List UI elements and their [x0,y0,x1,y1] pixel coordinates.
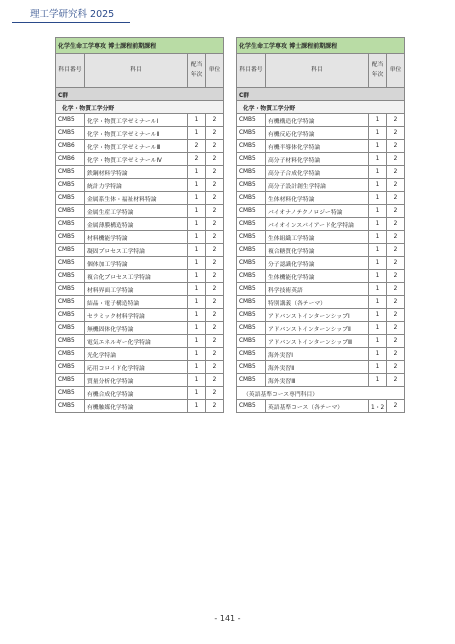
course-row [56,140,224,153]
course-row [56,270,224,283]
course-name: 複合化プロセス工学特論 [85,270,188,283]
course-row [237,231,405,244]
course-name: 金属系生体・福祉材料特論 [85,192,188,205]
course-code: CMB6 [56,140,85,153]
course-code: CMB5 [237,361,266,374]
course-name: アドバンストインターンシップⅢ [266,335,369,348]
course-credits: 2 [206,140,224,153]
course-name: 化学・物質工学ゼミナールⅢ [85,140,188,153]
course-credits: 2 [387,127,405,140]
course-name: アドバンストインターンシップⅡ [266,322,369,335]
course-year: 1 [188,296,206,309]
course-year: 1 [188,114,206,127]
course-code: CMB5 [56,335,85,348]
course-code: CMB5 [56,257,85,270]
course-code: CMB5 [237,166,266,179]
course-year: 1 [188,166,206,179]
course-row [237,218,405,231]
course-name: 高分子合成化学特論 [266,166,369,179]
page-header-title: 理工学研究科 2025 [30,9,115,20]
course-name: 金属薄膜構造特論 [85,218,188,231]
course-year: 1 [188,283,206,296]
course-year: 2 [188,140,206,153]
course-code: CMB5 [56,309,85,322]
course-year: 1 [369,283,387,296]
course-credits: 2 [206,400,224,413]
course-credits: 2 [387,140,405,153]
course-name: 有機反応化学特論 [266,127,369,140]
course-code: CMB5 [56,179,85,192]
course-row [237,140,405,153]
course-credits: 2 [387,231,405,244]
course-row [237,283,405,296]
course-code: CMB5 [237,270,266,283]
course-code: CMB5 [237,244,266,257]
course-row [237,153,405,166]
course-year: 1 [369,244,387,257]
course-year: 1・2 [369,400,387,413]
course-row [237,309,405,322]
course-name: アドバンストインターンシップⅠ [266,309,369,322]
course-code: CMB5 [237,309,266,322]
course-credits: 2 [387,114,405,127]
course-code: CMB6 [56,153,85,166]
course-row [56,387,224,400]
col-header-code: 科目番号 [56,54,85,88]
course-credits: 2 [387,322,405,335]
course-year: 1 [188,270,206,283]
course-credits: 2 [387,244,405,257]
course-row [56,361,224,374]
course-name: 化学・物質工学ゼミナールⅣ [85,153,188,166]
course-code: CMB5 [237,231,266,244]
course-code: CMB5 [56,374,85,387]
course-code: CMB5 [237,218,266,231]
course-name: 結晶・電子構造特論 [85,296,188,309]
course-year: 1 [188,348,206,361]
course-code: CMB5 [56,387,85,400]
course-credits: 2 [206,218,224,231]
program-title: 化学生命工学専攻 博士課程前期課程 [237,38,405,54]
course-year: 1 [188,374,206,387]
course-credits: 2 [387,205,405,218]
col-header-code: 科目番号 [237,54,266,88]
course-code: CMB5 [56,296,85,309]
course-year: 1 [188,387,206,400]
course-year: 1 [188,231,206,244]
course-year: 1 [369,361,387,374]
course-year: 1 [369,205,387,218]
course-credits: 2 [387,270,405,283]
course-row [237,348,405,361]
course-credits: 2 [206,205,224,218]
course-name: 統計力学特論 [85,179,188,192]
course-row [237,166,405,179]
course-year: 1 [369,335,387,348]
course-year: 1 [188,257,206,270]
course-credits: 2 [206,335,224,348]
course-name: 分子認識化学特論 [266,257,369,270]
course-code: CMB5 [56,244,85,257]
course-row [56,257,224,270]
course-credits: 2 [387,361,405,374]
course-credits: 2 [206,231,224,244]
course-year: 1 [188,361,206,374]
course-year: 1 [188,127,206,140]
course-row [56,114,224,127]
course-year: 1 [369,127,387,140]
course-row [237,244,405,257]
course-row [56,205,224,218]
course-row [56,322,224,335]
course-code: CMB5 [237,140,266,153]
course-row [237,400,405,413]
course-name: 高分子材料化学特論 [266,153,369,166]
course-row [237,270,405,283]
course-code: CMB5 [56,400,85,413]
course-code: CMB5 [237,296,266,309]
course-name: 化学・物質工学ゼミナールⅠ [85,114,188,127]
course-row [56,218,224,231]
course-credits: 2 [206,127,224,140]
course-code: CMB5 [237,335,266,348]
course-name: バイオナノテクノロジー特論 [266,205,369,218]
course-name: 特別講義（各テーマ） [266,296,369,309]
course-row [56,179,224,192]
col-header-subject: 科目 [85,54,188,88]
course-name: 金属生産工学特論 [85,205,188,218]
course-credits: 2 [206,296,224,309]
course-credits: 2 [387,309,405,322]
course-credits: 2 [387,192,405,205]
course-year: 1 [188,335,206,348]
course-code: CMB5 [237,400,266,413]
course-row [56,166,224,179]
course-credits: 2 [206,153,224,166]
col-header-year: 配当 年次 [188,54,206,88]
course-year: 1 [188,218,206,231]
page-number: - 141 - [214,614,241,623]
course-row [237,296,405,309]
course-year: 1 [369,348,387,361]
course-name: バイオインスパイアード化学特論 [266,218,369,231]
course-name: 光化学特論 [85,348,188,361]
course-row [237,335,405,348]
course-name: 複合糖質化学特論 [266,244,369,257]
group-label: C群 [237,88,405,101]
course-code: CMB5 [237,114,266,127]
course-year: 1 [188,192,206,205]
course-code: CMB5 [237,179,266,192]
header-rule [12,22,130,23]
course-credits: 2 [206,244,224,257]
course-year: 1 [369,218,387,231]
course-code: CMB5 [237,153,266,166]
course-row [237,179,405,192]
course-row [56,374,224,387]
course-code: CMB5 [56,218,85,231]
col-header-subject: 科目 [266,54,369,88]
course-code: CMB5 [237,348,266,361]
course-row [56,309,224,322]
course-credits: 2 [206,270,224,283]
course-credits: 2 [206,283,224,296]
course-row [237,114,405,127]
course-code: CMB5 [56,166,85,179]
course-code: CMB5 [237,283,266,296]
course-code: CMB5 [237,192,266,205]
course-name: 海外実習Ⅱ [266,361,369,374]
course-row [56,400,224,413]
course-row [237,127,405,140]
course-name: 生体材料化学特論 [266,192,369,205]
course-name: 凝固プロセス工学特論 [85,244,188,257]
course-name: 高分子設計創生学特論 [266,179,369,192]
course-credits: 2 [387,400,405,413]
course-row [56,127,224,140]
course-name: 個体加工学特論 [85,257,188,270]
course-name: 有機構造化学特論 [266,114,369,127]
course-row [56,153,224,166]
course-code: CMB5 [56,361,85,374]
course-credits: 2 [206,192,224,205]
course-row [56,192,224,205]
course-year: 1 [369,140,387,153]
course-year: 1 [188,244,206,257]
course-row [56,335,224,348]
course-credits: 2 [387,335,405,348]
course-name: セラミック材料学特論 [85,309,188,322]
col-header-credits: 単位 [206,54,224,88]
course-code: CMB5 [237,205,266,218]
course-name: 応用コロイド化学特論 [85,361,188,374]
course-name: 有機合成化学特論 [85,387,188,400]
course-credits: 2 [206,166,224,179]
course-code: CMB5 [237,374,266,387]
course-credits: 2 [206,114,224,127]
course-credits: 2 [387,296,405,309]
course-row [237,192,405,205]
course-credits: 2 [387,218,405,231]
course-name: 化学・物質工学ゼミナールⅡ [85,127,188,140]
course-year: 1 [188,309,206,322]
course-year: 1 [369,114,387,127]
course-code: CMB5 [56,205,85,218]
course-year: 1 [369,374,387,387]
course-year: 1 [369,231,387,244]
course-year: 1 [369,192,387,205]
course-year: 1 [369,270,387,283]
course-name: 生体機能化学特論 [266,270,369,283]
course-year: 1 [369,322,387,335]
course-name: 材料界面工学特論 [85,283,188,296]
course-code: CMB5 [237,257,266,270]
course-code: CMB5 [237,127,266,140]
course-year: 1 [188,205,206,218]
course-credits: 2 [206,322,224,335]
course-year: 1 [188,400,206,413]
course-name: 鉄鋼材料学特論 [85,166,188,179]
course-credits: 2 [206,374,224,387]
course-year: 1 [369,166,387,179]
course-name: 質量分析化学特論 [85,374,188,387]
course-year: 1 [369,296,387,309]
course-code: CMB5 [56,348,85,361]
course-row [237,257,405,270]
course-row [56,231,224,244]
course-name: 有機触媒化学特論 [85,400,188,413]
course-row [237,374,405,387]
col-header-credits: 単位 [387,54,405,88]
course-row [237,361,405,374]
curriculum-table-right [236,37,405,413]
course-code: CMB5 [56,322,85,335]
course-credits: 2 [387,348,405,361]
course-code: CMB5 [56,231,85,244]
course-code: CMB5 [56,270,85,283]
course-code: CMB5 [56,127,85,140]
course-code: CMB5 [56,114,85,127]
course-name: 材料機能学特論 [85,231,188,244]
section-subheading: （英語基準コース専門科目） [237,387,405,400]
course-name: 有機半導体化学特論 [266,140,369,153]
course-code: CMB5 [237,322,266,335]
course-name: 電気エネルギー化学特論 [85,335,188,348]
course-name: 英語基準コース（各テーマ） [266,400,369,413]
course-credits: 2 [206,309,224,322]
course-credits: 2 [387,153,405,166]
course-year: 1 [369,179,387,192]
course-year: 1 [369,309,387,322]
course-year: 1 [369,257,387,270]
course-credits: 2 [387,179,405,192]
course-name: 海外実習Ⅲ [266,374,369,387]
course-row [237,205,405,218]
course-row [237,322,405,335]
course-credits: 2 [206,257,224,270]
course-credits: 2 [206,387,224,400]
program-title: 化学生命工学専攻 博士課程前期課程 [56,38,224,54]
curriculum-table-left [55,37,224,413]
group-label: C群 [56,88,224,101]
course-year: 2 [188,153,206,166]
course-credits: 2 [206,348,224,361]
course-name: 生体組織工学特論 [266,231,369,244]
col-header-year: 配当 年次 [369,54,387,88]
course-year: 1 [188,179,206,192]
course-credits: 2 [206,361,224,374]
field-label: 化学・物質工学分野 [56,101,224,114]
course-row [56,348,224,361]
course-name: 科学技術英語 [266,283,369,296]
course-credits: 2 [206,179,224,192]
course-year: 1 [369,153,387,166]
course-code: CMB5 [56,192,85,205]
course-credits: 2 [387,374,405,387]
course-year: 1 [188,322,206,335]
course-credits: 2 [387,283,405,296]
course-name: 無機固体化学特論 [85,322,188,335]
course-row [56,283,224,296]
field-label: 化学・物質工学分野 [237,101,405,114]
course-row [56,244,224,257]
course-credits: 2 [387,166,405,179]
course-code: CMB5 [56,283,85,296]
course-row [56,296,224,309]
course-name: 海外実習Ⅰ [266,348,369,361]
course-credits: 2 [387,257,405,270]
